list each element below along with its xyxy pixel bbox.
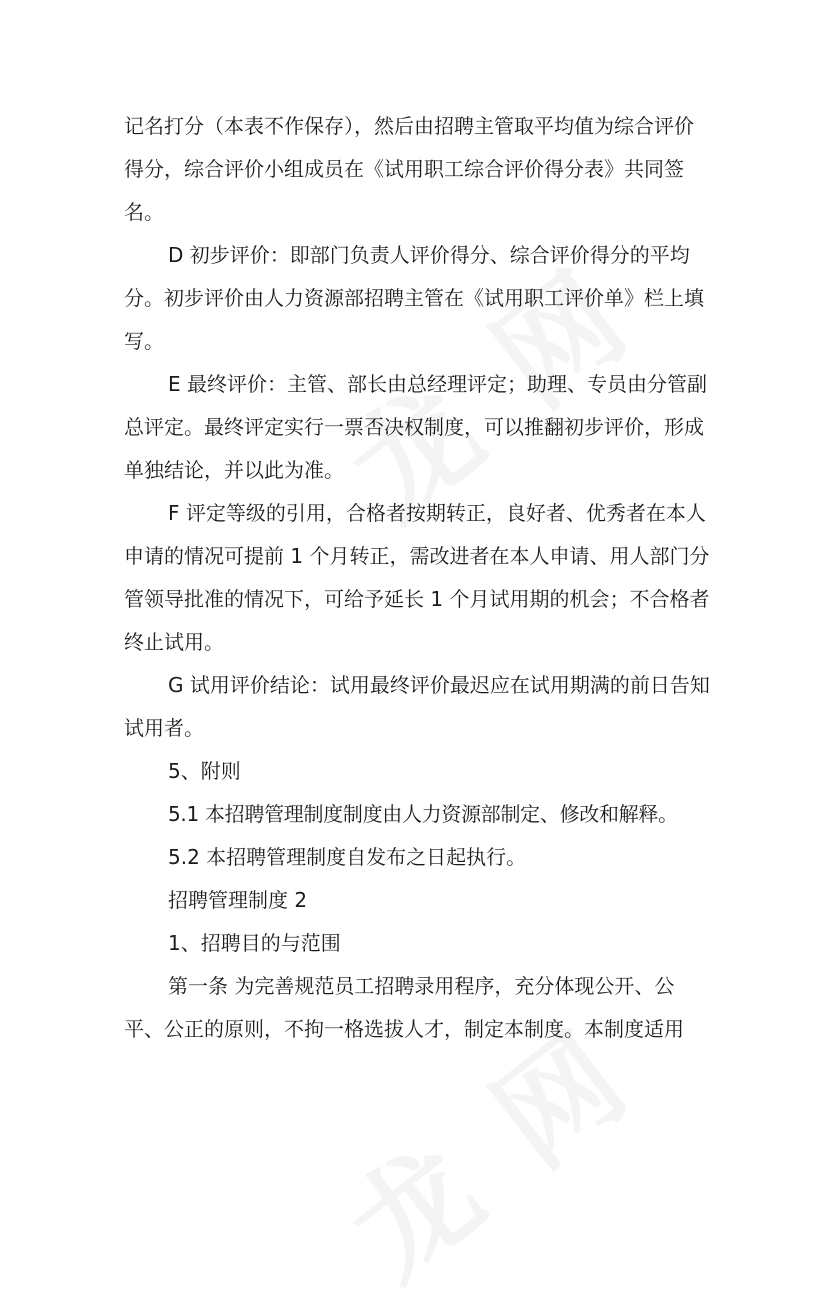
paragraph: F 评定等级的引用，合格者按期转正，良好者、优秀者在本人申请的情况可提前 1 个月转正，需改进者在本人申请、用人部门分管领导批准的情况下，可给予延长 1 个月试用期的机会；不合格者终止试用。 (124, 501, 710, 654)
section-heading: 1、招聘目的与范围 (168, 931, 341, 955)
paragraph: 记名打分（本表不作保存），然后由招聘主管取平均值为综合评价得分，综合评价小组成员在《试用职工综合评价得分表》共同签名。 (124, 114, 694, 224)
paragraph: 第一条 为完善规范员工招聘录用程序，充分体现公开、公平、公正的原则，不拘一格选拔人才，制定本制度。本制度适用 (124, 974, 684, 1041)
paragraph: 5.1 本招聘管理制度制度由人力资源部制定、修改和解释。 (168, 802, 678, 826)
paragraph: E 最终评价：主管、部长由总经理评定；助理、专员由分管副总评定。最终评定实行一票否决权制度，可以推翻初步评价，形成单独结论，并以此为准。 (124, 372, 707, 482)
document-title: 招聘管理制度 2 (168, 888, 308, 912)
paragraph: D 初步评价：即部门负责人评价得分、综合评价得分的平均分。初步评价由人力资源部招聘主管在《试用职工评价单》栏上填写。 (124, 243, 704, 353)
document-page (124, 105, 710, 1051)
paragraph: 5.2 本招聘管理制度自发布之日起执行。 (168, 845, 527, 869)
paragraph: G 试用评价结论：试用最终评价最迟应在试用期满的前日告知试用者。 (124, 673, 710, 740)
section-heading: 5、附则 (168, 759, 241, 783)
